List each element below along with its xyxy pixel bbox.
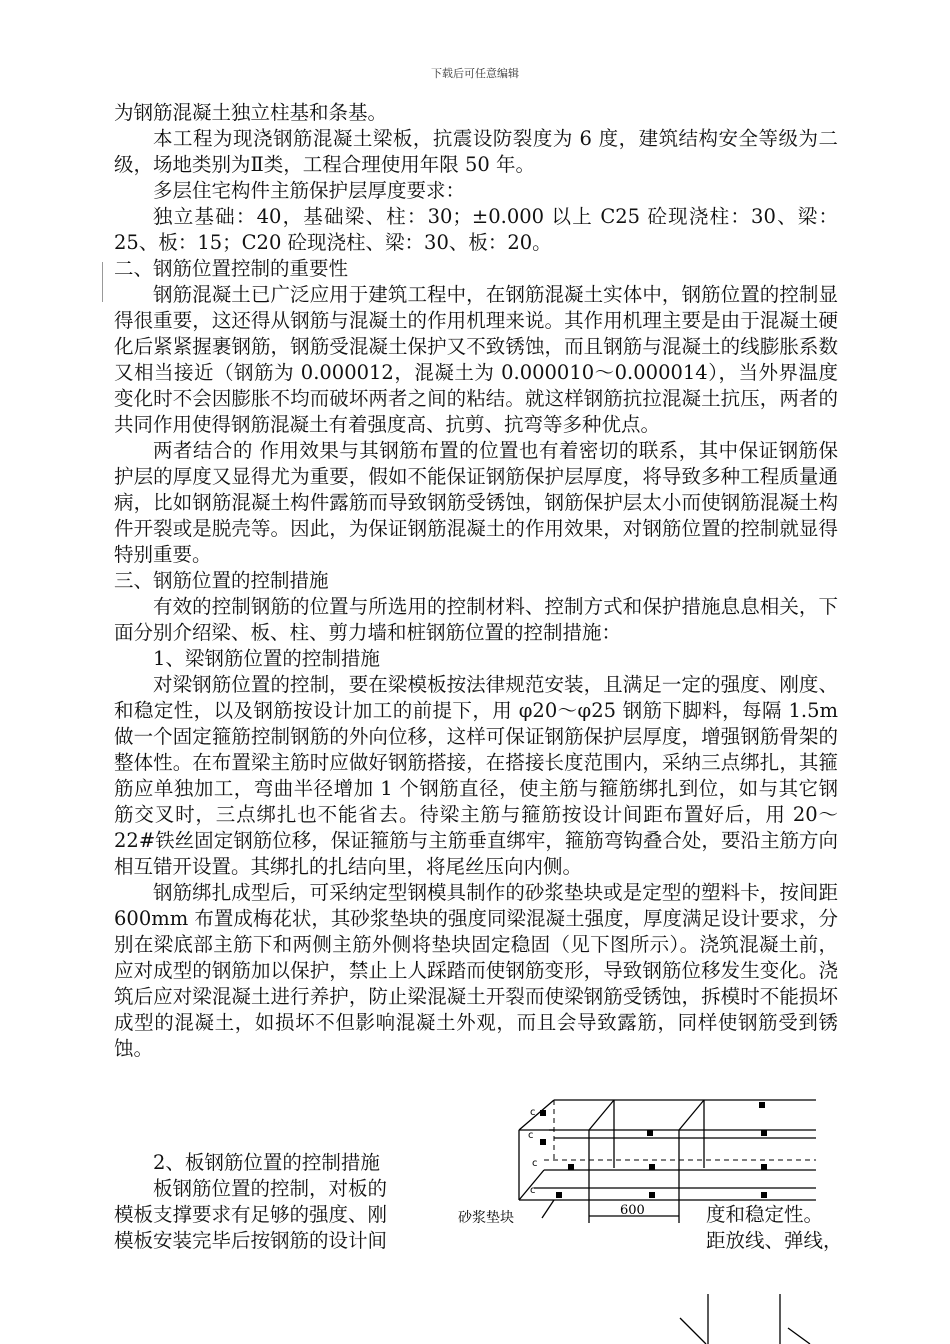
paragraph-line-tail: 距放线、弹线， [706,1229,843,1252]
paragraph: 钢筋绑扎成型后，可采纳定型钢模具制作的砂浆垫块或是定型的塑料卡，按间距 600mm 布置成梅花状，其砂浆垫块的强度同梁混凝土强度，厚度满足设计要求，分别在梁底部主筋下和两侧主筋外侧将垫块固定稳固（见下图所示）。浇筑混凝土前，应对成型的钢筋加以保护，禁止上人踩踏而使钢筋变形，导致钢筋位移发生变化。浇筑后应对梁混凝土进行养护，防止梁混凝土开裂而使梁钢筋受锈蚀，拆模时不能损坏成型的混凝土，如损坏不但影响混凝土外观，而且会导致露筋，同样使钢筋受到锈蚀。 [114,881,838,1060]
svg-text:c: c [530,1107,536,1118]
partial-figure [670,1290,820,1344]
paragraph-line: 模板支撑要求有足够的强度、刚 [114,1203,388,1226]
section-heading: 二、钢筋位置控制的重要性 [114,257,349,280]
paragraph: 多层住宅构件主筋保护层厚度要求： [153,179,466,202]
pad-label: 砂浆垫块 [458,1210,514,1226]
page-header-note: 下载后可任意编辑 [431,67,519,80]
rebar-cage-diagram [454,1088,854,1238]
svg-text:c: c [530,1185,536,1196]
margin-mark [102,262,103,302]
spacing-label: 600 [620,1203,645,1218]
document-body [114,100,838,1062]
subsection-heading: 1、梁钢筋位置的控制措施 [153,647,380,670]
slab-section [114,1150,444,1254]
section-heading: 三、钢筋位置的控制措施 [114,569,329,592]
paragraph: 钢筋混凝土已广泛应用于建筑工程中，在钢筋混凝土实体中，钢筋位置的控制显得很重要，这还得从钢筋与混凝土的作用机理来说。其作用机理主要是由于混凝土硬化后紧紧握裹钢筋，钢筋受混凝土保护又不致锈蚀，而且钢筋与混凝土的线膨胀系数又相当接近（钢筋为 0.000012，混凝土为 0.000010～0.000014），当外界温度变化时不会因膨胀不均而破坏两者之间的粘结。就这样钢筋抗拉混凝土抗压，两者的 共同作用使得钢筋混凝土有着强度高、抗剪、抗弯等多种优点。 [114,283,838,436]
paragraph-line: 模板安装完毕后按钢筋的设计间 [114,1229,388,1252]
paragraph: 独立基础：40，基础梁、柱：30；±0.000 以上 C25 砼现浇柱：30、梁：25、板：15；C20 砼现浇柱、梁：30、板：20。 [114,205,838,254]
paragraph-line-tail: 度和稳定性。 [706,1203,824,1226]
paragraph: 对梁钢筋位置的控制，要在梁模板按法律规范安装，且满足一定的强度、刚度、和稳定性，以及钢筋按设计加工的前提下，用 φ20～φ25 钢筋下脚料，每隔 1.5m 做一个固定箍筋控制钢筋的外向位移，这样可保证钢筋保护层厚度，增强钢筋骨架的整体性。在布置梁主筋时应做好钢筋搭接，在搭接长度范围内，采纳三点绑扎，其箍筋应单独加工，弯曲半径增加 1 个钢筋直径，使主筋与箍筋绑扎到位，如与其它钢筋交叉时，三点绑扎也不能省去。待梁主筋与箍筋按设计间距布置好后，用 20～22#铁丝固定钢筋位移，保证箍筋与主筋垂直绑牢，箍筋弯钩叠合处，要沿主筋方向相互错开设置。其绑扎的扎结向里，将尾丝压向内侧。 [114,673,838,878]
subsection-heading: 2、板钢筋位置的控制措施 [153,1151,380,1174]
svg-text:c: c [532,1158,538,1169]
paragraph: 本工程为现浇钢筋混凝土梁板，抗震设防裂度为 6 度，建筑结构安全等级为二级，场地类别为Ⅱ类，工程合理使用年限 50 年。 [114,127,838,176]
paragraph: 有效的控制钢筋的位置与所选用的控制材料、控制方式和保护措施息息相关，下面分别介绍梁、板、柱、剪力墙和桩钢筋位置的控制措施： [114,595,838,644]
svg-text:c: c [528,1130,534,1141]
paragraph-line: 板钢筋位置的控制，对板的 [153,1177,388,1200]
paragraph: 两者结合的 作用效果与其钢筋布置的位置也有着密切的联系，其中保证钢筋保护层的厚度又显得尤为重要，假如不能保证钢筋保护层厚度，将导致多种工程质量通病，比如钢筋混凝土构件露筋而导致钢筋受锈蚀，钢筋保护层太小而使钢筋混凝土构件开裂或是脱壳等。因此，为保证钢筋混凝土的作用效果，对钢筋位置的控制就显得特别重要。 [114,439,838,566]
paragraph: 为钢筋混凝土独立柱基和条基。 [114,101,388,124]
